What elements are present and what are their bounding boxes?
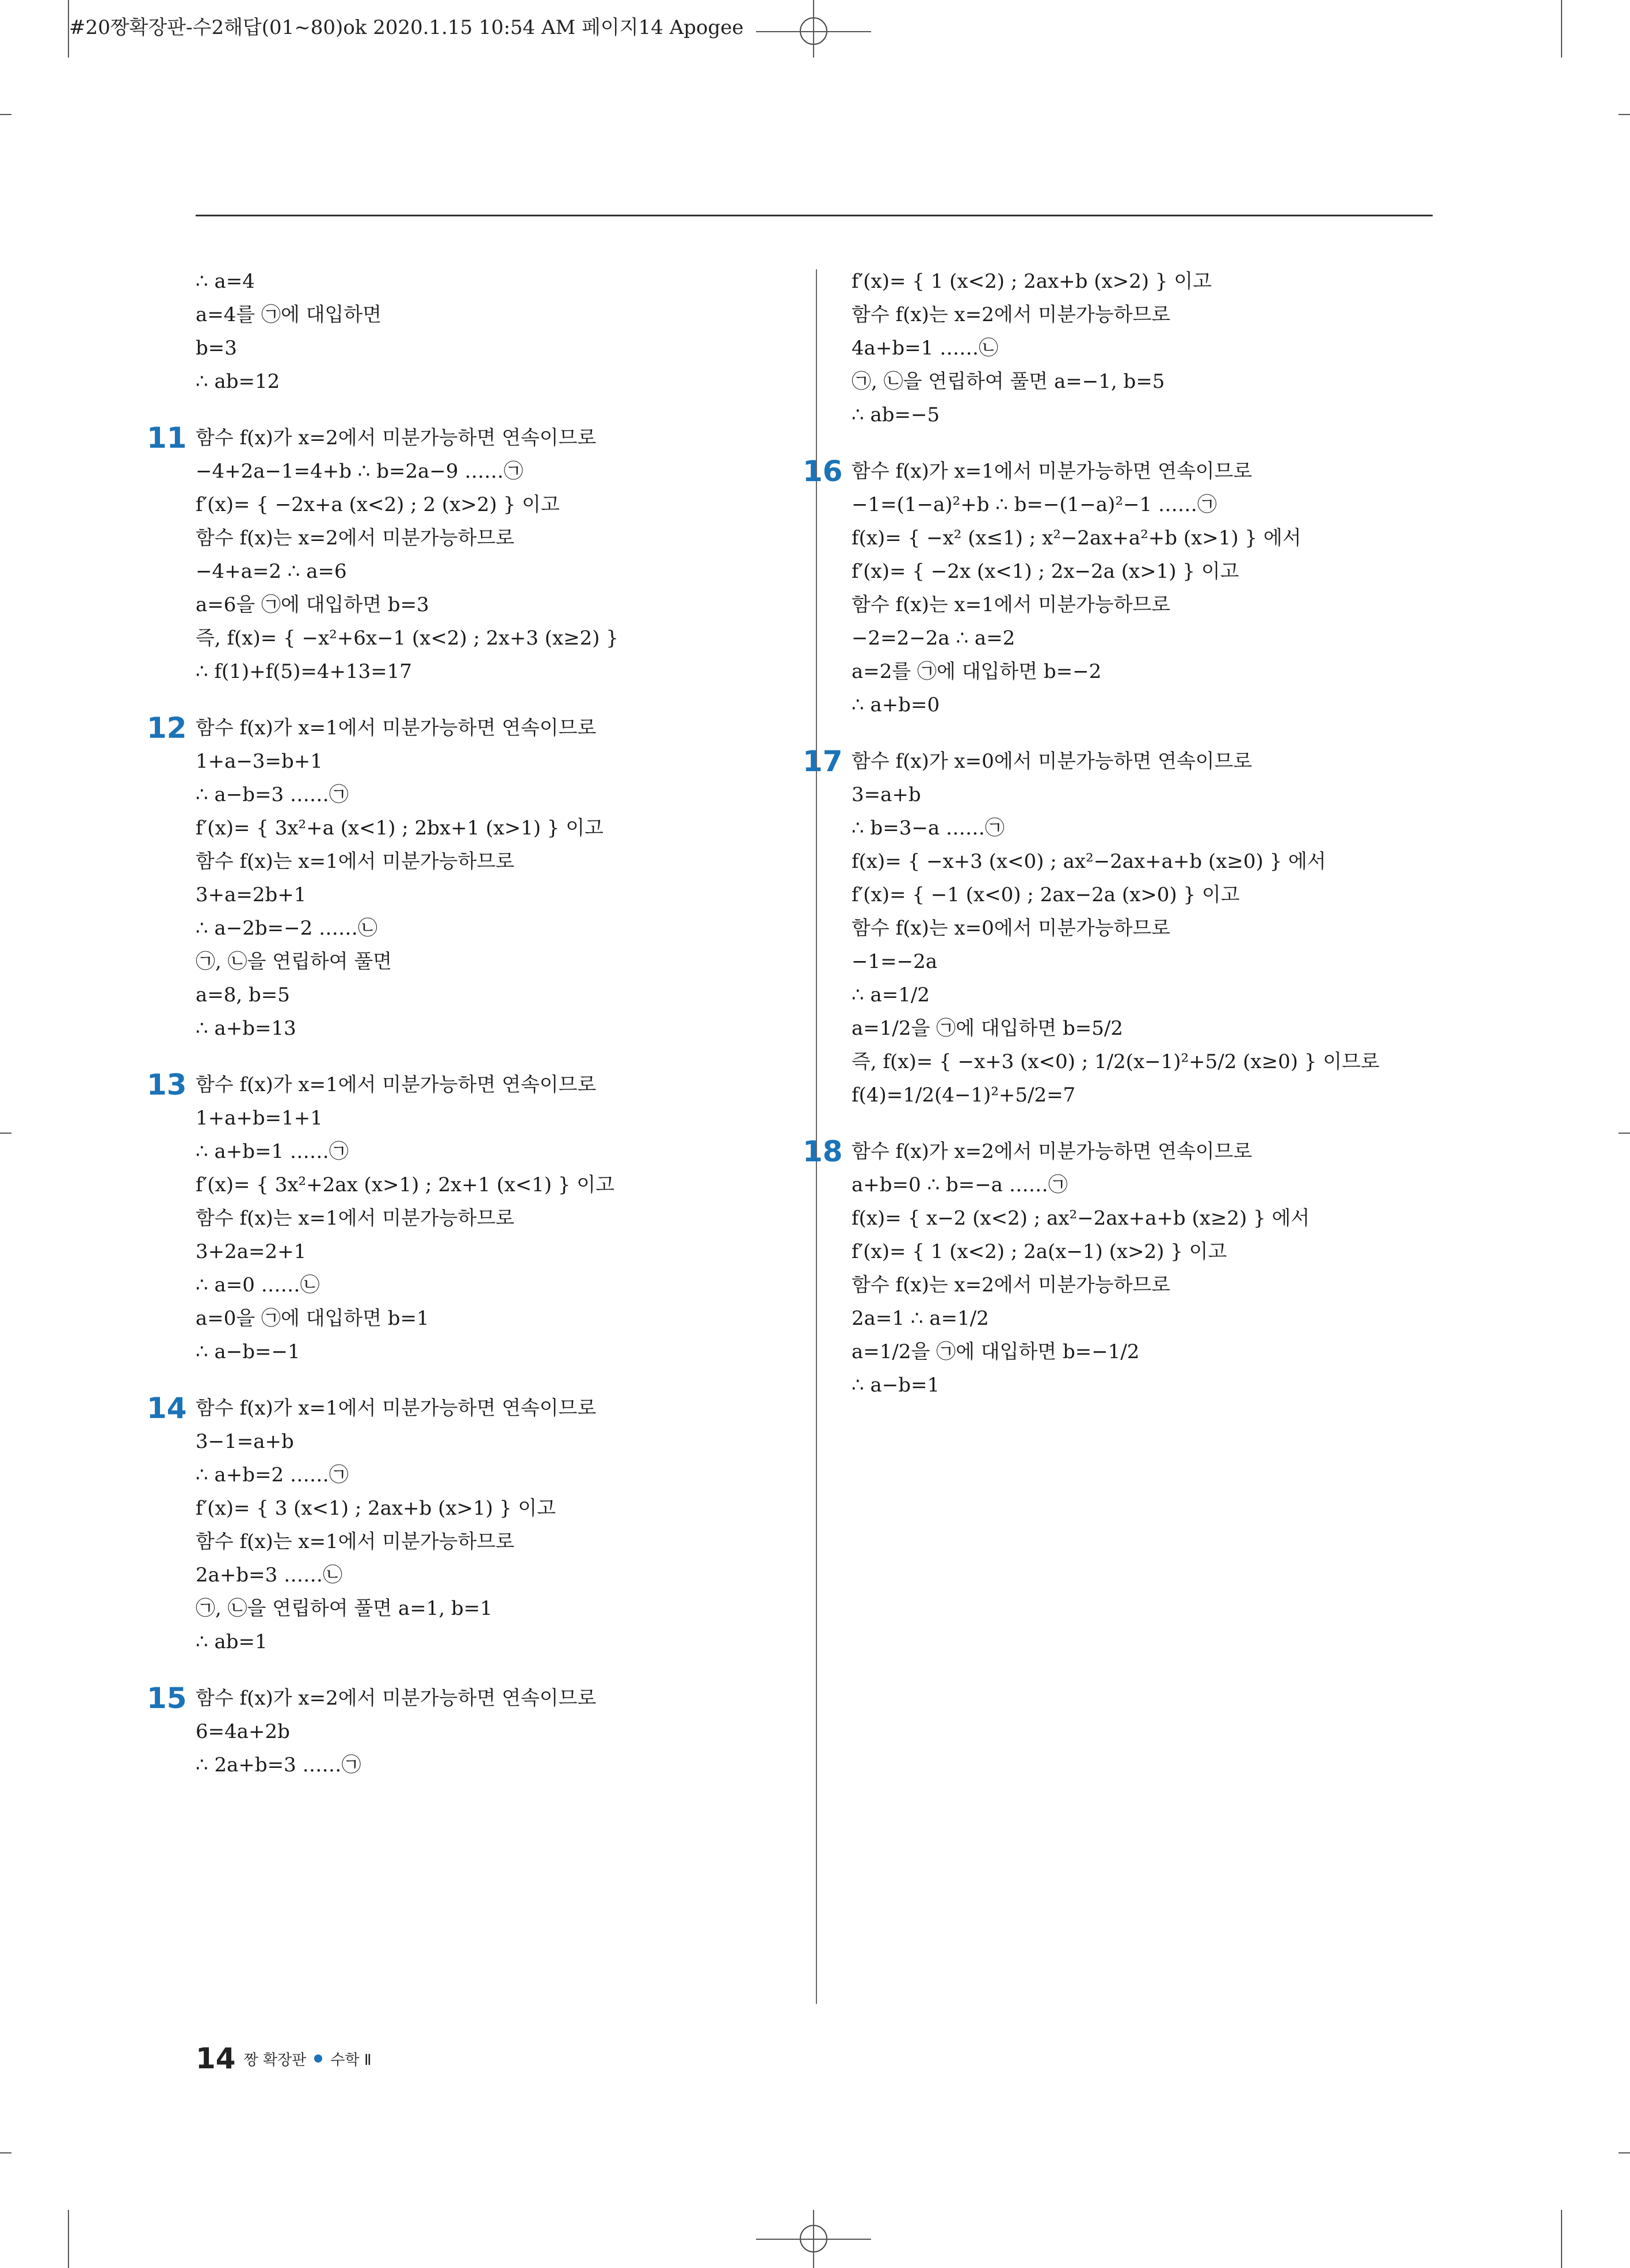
solution-block (803, 455, 1484, 722)
solution-line: ∴ a+b=0 (852, 693, 940, 716)
solution-line: a=4를 ㉠에 대입하면 (196, 303, 382, 326)
solution-line: a=8, b=5 (196, 984, 290, 1007)
solution-line: a=1/2을 ㉠에 대입하면 b=5/2 (852, 1017, 1123, 1040)
solution-line: f′(x)= { −1 (x<0) ; 2ax−2a (x>0) } 이고 (852, 883, 1240, 906)
solution-line: 함수 f(x)는 x=1에서 미분가능하므로 (196, 850, 515, 873)
solution-line: ∴ f(1)+f(5)=4+13=17 (196, 660, 413, 683)
solution-line: f(x)= { −x² (x≤1) ; x²−2ax+a²+b (x>1) } 에서 (852, 527, 1301, 550)
top-rule (196, 215, 1433, 216)
solution-line: f(x)= { x−2 (x<2) ; ax²−2ax+a+b (x≥2) } 에서 (852, 1207, 1310, 1230)
solution-block (147, 421, 806, 688)
solution-line: f′(x)= { −2x+a (x<2) ; 2 (x>2) } 이고 (196, 493, 560, 516)
crop-mark (68, 2210, 69, 2268)
solution-block (803, 745, 1484, 1112)
solution-line: 1+a+b=1+1 (196, 1107, 323, 1130)
solution-line: ㉠, ㉡을 연립하여 풀면 (196, 950, 392, 973)
solution-line: 함수 f(x)가 x=1에서 미분가능하면 연속이므로 (196, 1073, 597, 1096)
solution-line: 1+a−3=b+1 (196, 750, 323, 773)
solution-line: −2=2−2a ∴ a=2 (852, 627, 1016, 650)
crop-mark (0, 1133, 12, 1134)
left-column (147, 265, 806, 1782)
solution-block (803, 1135, 1484, 1402)
crop-mark (1561, 2210, 1562, 2268)
solution-line: f(x)= { −x+3 (x<0) ; ax²−2ax+a+b (x≥0) } 에서 (852, 850, 1326, 873)
solution-line: 3=a+b (852, 783, 921, 806)
solution-line: ∴ a−2b=−2 ……㉡ (196, 917, 378, 940)
solution-block (147, 711, 806, 1045)
solution-line: a=2를 ㉠에 대입하면 b=−2 (852, 660, 1102, 683)
solution-line: 3−1=a+b (196, 1430, 294, 1453)
solution-line: 함수 f(x)는 x=1에서 미분가능하므로 (196, 1530, 515, 1553)
crop-mark (0, 2152, 12, 2153)
solution-line: a=6을 ㉠에 대입하면 b=3 (196, 593, 429, 616)
subject-label: 수학 Ⅱ (330, 2051, 372, 2069)
solution-line: f′(x)= { 3 (x<1) ; 2ax+b (x>1) } 이고 (196, 1497, 556, 1520)
solution-line: 함수 f(x)는 x=2에서 미분가능하므로 (852, 1274, 1171, 1297)
registration-line (813, 2210, 814, 2268)
solution-block (147, 1392, 806, 1659)
book-title: 짱 확장판 (243, 2051, 307, 2069)
problem-number: 18 (803, 1135, 843, 1168)
solution-line: ㉠, ㉡을 연립하여 풀면 a=−1, b=5 (852, 370, 1165, 393)
problem-number: 14 (147, 1392, 187, 1425)
problem-number: 13 (147, 1068, 187, 1101)
solution-line: f(4)=1/2(4−1)²+5/2=7 (852, 1084, 1076, 1107)
solution-line: 함수 f(x)는 x=2에서 미분가능하므로 (852, 303, 1171, 326)
solution-line: ∴ a=4 (196, 270, 255, 293)
solution-line: 함수 f(x)가 x=0에서 미분가능하면 연속이므로 (852, 750, 1253, 773)
crop-mark (68, 0, 69, 58)
problem-number: 12 (147, 711, 187, 745)
crop-mark (1618, 114, 1630, 115)
solution-block (147, 1068, 806, 1369)
bullet-dot-icon (314, 2054, 322, 2063)
solution-line: ∴ a+b=13 (196, 1017, 296, 1040)
registration-line (813, 0, 814, 58)
solution-line: ∴ b=3−a ……㉠ (852, 817, 1005, 840)
solution-line: 즉, f(x)= { −x²+6x−1 (x<2) ; 2x+3 (x≥2) } (196, 627, 619, 650)
solution-line: ∴ a−b=1 (852, 1374, 940, 1397)
solution-line: f′(x)= { 3x²+a (x<1) ; 2bx+1 (x>1) } 이고 (196, 817, 604, 840)
solution-line: 함수 f(x)가 x=2에서 미분가능하면 연속이므로 (196, 1687, 597, 1710)
print-slug: #20짱확장판-수2해답(01~80)ok 2020.1.15 10:54 AM 페이지14 Apogee (69, 16, 744, 39)
solution-line: −4+a=2 ∴ a=6 (196, 560, 347, 583)
solution-line: ∴ a−b=−1 (196, 1340, 300, 1363)
solution-line: 함수 f(x)가 x=1에서 미분가능하면 연속이므로 (196, 1397, 597, 1420)
crop-mark (1618, 2152, 1630, 2153)
solution-line: ∴ a+b=1 ……㉠ (196, 1140, 349, 1163)
solution-line: f′(x)= { −2x (x<1) ; 2x−2a (x>1) } 이고 (852, 560, 1239, 583)
problem-number: 15 (147, 1682, 187, 1715)
solution-line: ∴ 2a+b=3 ……㉠ (196, 1754, 361, 1777)
problem-number: 16 (803, 455, 843, 488)
crop-mark (0, 114, 12, 115)
solution-line: 4a+b=1 ……㉡ (852, 337, 999, 360)
solution-line: −1=−2a (852, 950, 937, 973)
solution-line: ∴ ab=−5 (852, 403, 940, 426)
solution-line: b=3 (196, 337, 237, 360)
solution-line: 함수 f(x)는 x=1에서 미분가능하므로 (852, 593, 1171, 616)
solution-block (852, 265, 1484, 432)
solution-line: ∴ a=0 ……㉡ (196, 1274, 320, 1297)
solution-line: ㉠, ㉡을 연립하여 풀면 a=1, b=1 (196, 1597, 493, 1620)
page-footer (196, 2042, 372, 2075)
solution-line: 함수 f(x)는 x=0에서 미분가능하므로 (852, 917, 1171, 940)
problem-number: 11 (147, 421, 187, 455)
solution-block (147, 1682, 806, 1782)
solution-line: 함수 f(x)는 x=2에서 미분가능하므로 (196, 527, 515, 550)
crop-mark (1561, 0, 1562, 58)
solution-line: a=0을 ㉠에 대입하면 b=1 (196, 1307, 429, 1330)
solution-line: −1=(1−a)²+b ∴ b=−(1−a)²−1 ……㉠ (852, 493, 1217, 516)
solution-line: 3+a=2b+1 (196, 883, 307, 906)
solution-line: 2a+b=3 ……㉡ (196, 1564, 343, 1587)
crop-mark (1618, 1133, 1630, 1134)
solution-line: −4+2a−1=4+b ∴ b=2a−9 ……㉠ (196, 460, 524, 483)
solution-line: 함수 f(x)가 x=2에서 미분가능하면 연속이므로 (196, 426, 597, 449)
solution-line: 3+2a=2+1 (196, 1240, 307, 1263)
solution-line: 2a=1 ∴ a=1/2 (852, 1307, 989, 1330)
solution-line: 함수 f(x)가 x=1에서 미분가능하면 연속이므로 (852, 460, 1253, 483)
solution-line: 함수 f(x)가 x=2에서 미분가능하면 연속이므로 (852, 1140, 1253, 1163)
solution-line: 즉, f(x)= { −x+3 (x<0) ; 1/2(x−1)²+5/2 (x≥0) } 이므로 (852, 1050, 1380, 1073)
solution-line: a+b=0 ∴ b=−a ……㉠ (852, 1173, 1068, 1196)
solution-line: f′(x)= { 1 (x<2) ; 2ax+b (x>2) } 이고 (852, 270, 1212, 293)
solution-line: ∴ ab=1 (196, 1630, 268, 1653)
solution-line: 함수 f(x)는 x=1에서 미분가능하므로 (196, 1207, 515, 1230)
solution-line: ∴ a−b=3 ……㉠ (196, 783, 349, 806)
solution-line: 함수 f(x)가 x=1에서 미분가능하면 연속이므로 (196, 716, 597, 740)
solution-line: ∴ a=1/2 (852, 984, 930, 1007)
solution-line: ∴ a+b=2 ……㉠ (196, 1463, 349, 1486)
page-number: 14 (196, 2042, 236, 2075)
problem-number: 17 (803, 745, 843, 778)
solution-line: ∴ ab=12 (196, 370, 280, 393)
solution-line: 6=4a+2b (196, 1720, 290, 1743)
solution-line: f′(x)= { 3x²+2ax (x>1) ; 2x+1 (x<1) } 이고 (196, 1173, 614, 1196)
right-column (803, 265, 1484, 1402)
solution-line: f′(x)= { 1 (x<2) ; 2a(x−1) (x>2) } 이고 (852, 1240, 1227, 1263)
solution-block (196, 265, 806, 398)
solution-line: a=1/2을 ㉠에 대입하면 b=−1/2 (852, 1340, 1140, 1363)
